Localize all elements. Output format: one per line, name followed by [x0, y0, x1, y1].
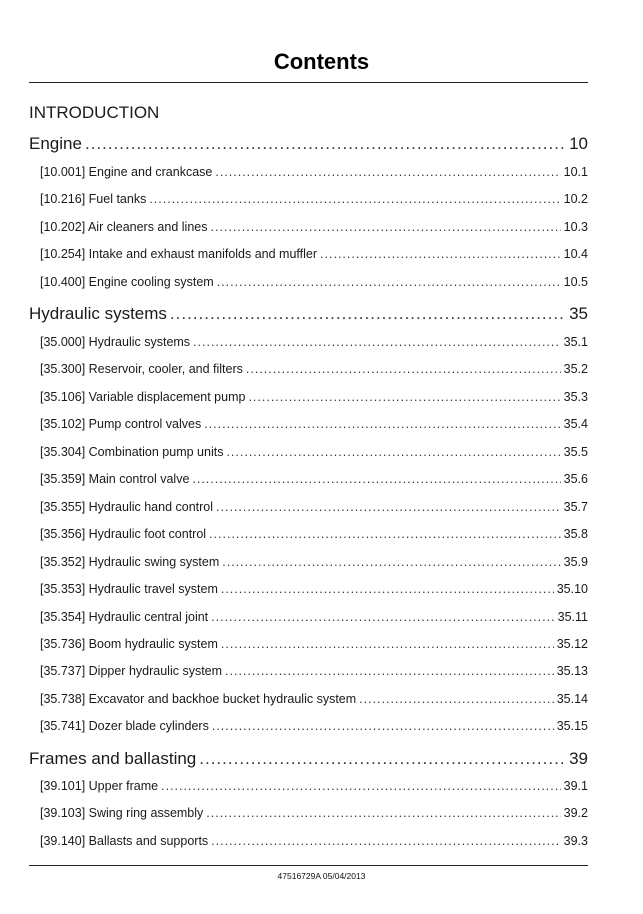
entry-page-number: 35.11	[557, 609, 588, 624]
footer-rule	[29, 865, 588, 866]
toc-entry[interactable]	[40, 610, 588, 625]
entry-title: [35.741] Dozer blade cylinders	[40, 719, 209, 734]
title-rule	[29, 82, 588, 83]
intro-heading: INTRODUCTION	[29, 103, 160, 122]
toc-entry[interactable]	[40, 779, 588, 794]
dot-leader	[212, 719, 554, 734]
dot-leader	[161, 779, 561, 794]
entry-page-number: 35.5	[563, 444, 588, 459]
entry-page-number: 35.6	[563, 472, 588, 487]
dot-leader	[246, 362, 561, 377]
toc-section[interactable]	[29, 749, 588, 769]
entry-title: [10.400] Engine cooling system	[40, 274, 214, 289]
entry-page-number: 10.5	[563, 274, 588, 289]
section-title: Engine	[29, 134, 82, 153]
entry-page-number: 35.10	[556, 582, 588, 597]
toc-entry[interactable]	[40, 220, 588, 235]
toc-entry[interactable]	[40, 275, 588, 290]
toc-entry[interactable]	[40, 335, 588, 350]
entry-title: [35.736] Boom hydraulic system	[40, 636, 218, 651]
toc-entry[interactable]	[40, 834, 588, 849]
entry-page-number: 35.9	[563, 554, 588, 569]
toc-entry[interactable]	[40, 362, 588, 377]
dot-leader	[215, 165, 560, 180]
dot-leader	[216, 500, 561, 515]
dot-leader	[221, 582, 554, 597]
entry-title: [35.738] Excavator and backhoe bucket hydraulic system	[40, 691, 357, 706]
section-page-number: 10	[569, 134, 588, 153]
entry-title: [35.304] Combination pump units	[40, 444, 224, 459]
footer-doc-code: 47516729A 05/04/2013	[277, 871, 366, 881]
entry-page-number: 35.8	[563, 527, 588, 542]
dot-leader	[206, 806, 560, 821]
section-title: Frames and ballasting	[29, 749, 197, 768]
toc-entry[interactable]	[40, 247, 588, 262]
entry-title: [10.202] Air cleaners and lines	[40, 219, 208, 234]
entry-title: [35.359] Main control valve	[40, 472, 190, 487]
toc-entry[interactable]	[40, 500, 588, 515]
toc-entry[interactable]	[40, 527, 588, 542]
toc-entry[interactable]	[40, 692, 588, 707]
entry-page-number: 39.2	[563, 806, 588, 821]
dot-leader	[210, 220, 560, 235]
toc-entry[interactable]	[40, 555, 588, 570]
section-page-number: 39	[569, 749, 588, 768]
dot-leader	[217, 275, 561, 290]
toc-entry[interactable]	[40, 472, 588, 487]
entry-page-number: 35.7	[563, 499, 588, 514]
dot-leader	[359, 692, 554, 707]
toc-entry[interactable]	[40, 637, 588, 652]
entry-page-number: 10.4	[563, 247, 588, 262]
entry-title: [39.101] Upper frame	[40, 779, 159, 793]
entry-title: [35.300] Reservoir, cooler, and filters	[40, 362, 243, 377]
toc-entry[interactable]	[40, 719, 588, 734]
entry-title: [10.216] Fuel tanks	[40, 192, 147, 207]
entry-page-number: 39.3	[563, 833, 588, 848]
entry-title: [35.352] Hydraulic swing system	[40, 554, 220, 569]
dot-leader	[211, 610, 554, 625]
toc-entry[interactable]	[40, 582, 588, 597]
dot-leader	[211, 834, 560, 849]
toc-entry[interactable]	[40, 417, 588, 432]
dot-leader	[170, 304, 565, 324]
dot-leader	[149, 192, 560, 207]
toc-entry[interactable]	[40, 165, 588, 180]
dot-leader	[226, 445, 560, 460]
entry-title: [35.106] Variable displacement pump	[40, 389, 246, 404]
section-title: Hydraulic systems	[29, 304, 167, 323]
entry-title: [39.140] Ballasts and supports	[40, 833, 209, 848]
toc-section[interactable]	[29, 304, 588, 324]
dot-leader	[209, 527, 561, 542]
entry-title: [35.737] Dipper hydraulic system	[40, 664, 223, 679]
entry-title: [35.000] Hydraulic systems	[40, 335, 191, 349]
dot-leader	[85, 134, 565, 154]
dot-leader	[204, 417, 560, 432]
entry-page-number: 35.1	[563, 335, 588, 349]
dot-leader	[221, 637, 554, 652]
page-title: Contents	[273, 49, 370, 74]
dot-leader	[192, 472, 560, 487]
entry-page-number: 35.2	[563, 362, 588, 377]
entry-page-number: 35.4	[563, 417, 588, 432]
entry-page-number: 35.14	[556, 691, 588, 706]
toc-entry[interactable]	[40, 390, 588, 405]
dot-leader	[193, 335, 561, 350]
dot-leader	[225, 664, 554, 679]
entry-page-number: 10.1	[563, 165, 588, 179]
entry-title: [35.353] Hydraulic travel system	[40, 582, 218, 597]
entry-title: [10.001] Engine and crankcase	[40, 165, 213, 179]
entry-title: [39.103] Swing ring assembly	[40, 806, 204, 821]
toc-entry[interactable]	[40, 806, 588, 821]
dot-leader	[222, 555, 560, 570]
section-page-number: 35	[569, 304, 588, 323]
entry-page-number: 39.1	[563, 779, 588, 793]
toc-entry[interactable]	[40, 192, 588, 207]
toc-entry[interactable]	[40, 445, 588, 460]
entry-page-number: 35.15	[556, 719, 588, 734]
toc-entry[interactable]	[40, 664, 588, 679]
entry-page-number: 35.12	[556, 636, 588, 651]
entry-page-number: 10.2	[563, 192, 588, 207]
dot-leader	[199, 749, 565, 769]
toc-section[interactable]	[29, 134, 588, 154]
entry-page-number: 35.13	[556, 664, 588, 679]
entry-title: [35.355] Hydraulic hand control	[40, 499, 214, 514]
entry-title: [35.354] Hydraulic central joint	[40, 609, 209, 624]
entry-title: [10.254] Intake and exhaust manifolds and muffler	[40, 247, 318, 262]
entry-page-number: 10.3	[563, 219, 588, 234]
entry-title: [35.102] Pump control valves	[40, 417, 202, 432]
entry-title: [35.356] Hydraulic foot control	[40, 527, 207, 542]
dot-leader	[320, 247, 561, 262]
entry-page-number: 35.3	[563, 389, 588, 404]
dot-leader	[248, 390, 560, 405]
